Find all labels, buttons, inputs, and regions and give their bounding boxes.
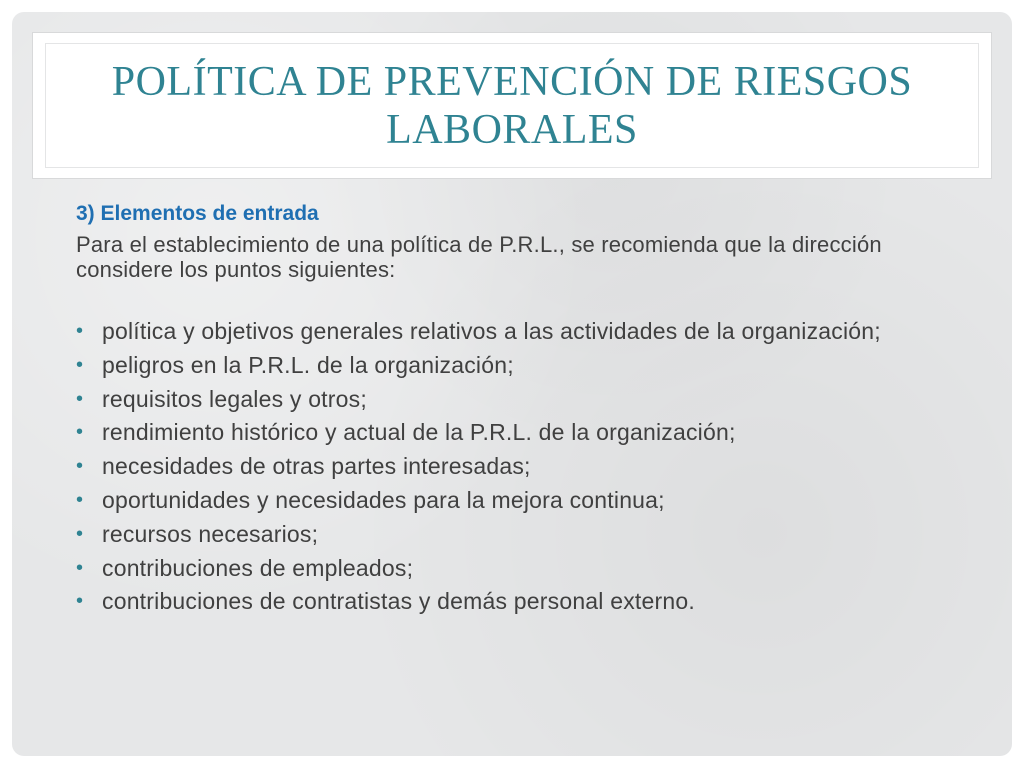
bullet-icon: • (76, 522, 84, 545)
list-item (76, 416, 976, 450)
intro-paragraph: Para el establecimiento de una política de P.R.L., se recomienda que la dirección considere los puntos siguientes: (76, 232, 882, 282)
title-box (32, 32, 992, 179)
bullet-icon: • (76, 353, 84, 376)
bullet-icon: • (76, 590, 84, 613)
list-item (76, 552, 976, 586)
bullet-icon: • (76, 556, 84, 579)
list-item-text: contribuciones de empleados; (102, 554, 414, 581)
title-frame (45, 43, 979, 168)
slide-content (76, 200, 976, 619)
list-item-text: rendimiento histórico y actual de la P.R.L. de la organización; (102, 419, 736, 446)
list-item (76, 585, 976, 619)
section-subheading: 3) Elementos de entrada (76, 202, 319, 225)
bullet-icon: • (76, 455, 84, 478)
list-item (76, 383, 976, 417)
list-item-text: peligros en la P.R.L. de la organización; (102, 351, 514, 378)
list-item-text: política y objetivos generales relativos a las actividades de la organización; (102, 318, 881, 344)
list-item-text: necesidades de otras partes interesadas; (102, 453, 531, 480)
list-item-text: contribuciones de contratistas y demás personal externo. (102, 588, 695, 615)
list-item (76, 315, 976, 349)
list-item (76, 349, 976, 383)
bullet-icon: • (76, 320, 84, 342)
bullet-icon: • (76, 421, 84, 444)
list-item (76, 450, 976, 484)
bullet-list (76, 315, 976, 619)
list-item-text: requisitos legales y otros; (102, 385, 367, 412)
list-item (76, 518, 976, 552)
list-item-text: oportunidades y necesidades para la mejora continua; (102, 486, 665, 513)
bullet-icon: • (76, 488, 84, 511)
slide (12, 12, 1012, 756)
list-item-text: recursos necesarios; (102, 520, 319, 547)
bullet-icon: • (76, 387, 84, 410)
list-item (76, 484, 976, 518)
slide-title: POLÍTICA DE PREVENCIÓN DE RIESGOS LABORALES (111, 58, 913, 153)
